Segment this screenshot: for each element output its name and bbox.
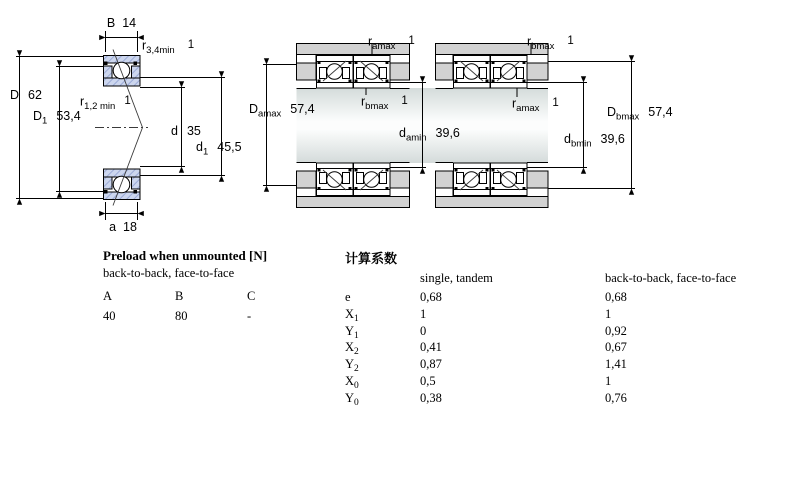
preload-value-B: 80 (175, 309, 188, 323)
dim-label-rbmax-top: $r_{bmax}$ 1 (527, 34, 574, 52)
preload-value-A: 40 (103, 309, 116, 323)
factor-row-X1: $X_1$ 1 1 (345, 306, 612, 324)
dim-label-Damax: $D_{amax}$ 57,4 (249, 102, 315, 120)
factors-col1-header: single, tandem (420, 271, 493, 285)
preload-value-C: - (247, 309, 252, 323)
dim-label-D: D 62 (10, 88, 42, 102)
preload-table-subtitle: back-to-back, face-to-face (103, 266, 235, 280)
dim-label-r34: $r_{3,4min}$ 1 (142, 38, 195, 56)
factor-row-Y0: $Y_0$ 0,38 0,76 (345, 390, 627, 408)
factor-row-e: e 0,68 0,68 (345, 290, 627, 304)
preload-col-A: A (103, 289, 113, 303)
dim-label-r12: $r_{1,2 min}$ 1 (80, 94, 131, 112)
dim-label-Dbmax: $D_{bmax}$ 57,4 (607, 105, 673, 123)
dim-label-dbmin: $d_{bmin}$ 39,6 (564, 132, 625, 150)
dim-label-rbmax-mid: $r_{bmax}$ 1 (361, 94, 408, 112)
factors-rows (345, 289, 627, 407)
factor-row-X2: $X_2$ 0,41 0,67 (345, 340, 627, 358)
factors-col2-header: back-to-back, face-to-face (605, 271, 737, 285)
preload-table-title: Preload when unmounted [N] (103, 248, 268, 263)
preload-col-C: C (247, 289, 256, 303)
factor-row-Y2: $Y_2$ 0,87 1,41 (345, 357, 627, 375)
preload-col-B: B (175, 289, 184, 303)
preload-table-value-row (103, 309, 319, 324)
factors-table-title: 计算系数 (345, 251, 398, 266)
factor-row-Y1: $Y_1$ 0 0,92 (345, 323, 627, 341)
preload-table-header-row (103, 289, 319, 304)
dim-label-B: B 14 (106, 16, 137, 30)
dim-label-ramax-top: $r_{amax}$ 1 (368, 34, 415, 52)
single-bearing-figure (95, 50, 148, 206)
dim-label-d1: $d_1$ 45,5 (196, 140, 242, 158)
dim-label-D1: $D_1$ 53,4 (33, 109, 81, 127)
dim-label-d: d 35 (171, 124, 201, 138)
preload-table (103, 248, 333, 338)
dim-label-a: a 18 (109, 220, 137, 234)
dim-label-ramax-mid: $r_{amax}$ 1 (512, 96, 559, 114)
factor-row-X0: $X_0$ 0,5 1 (345, 373, 612, 391)
calculation-factors-table (345, 248, 765, 408)
dim-label-damin: $d_{amin}$ 39,6 (399, 126, 460, 144)
